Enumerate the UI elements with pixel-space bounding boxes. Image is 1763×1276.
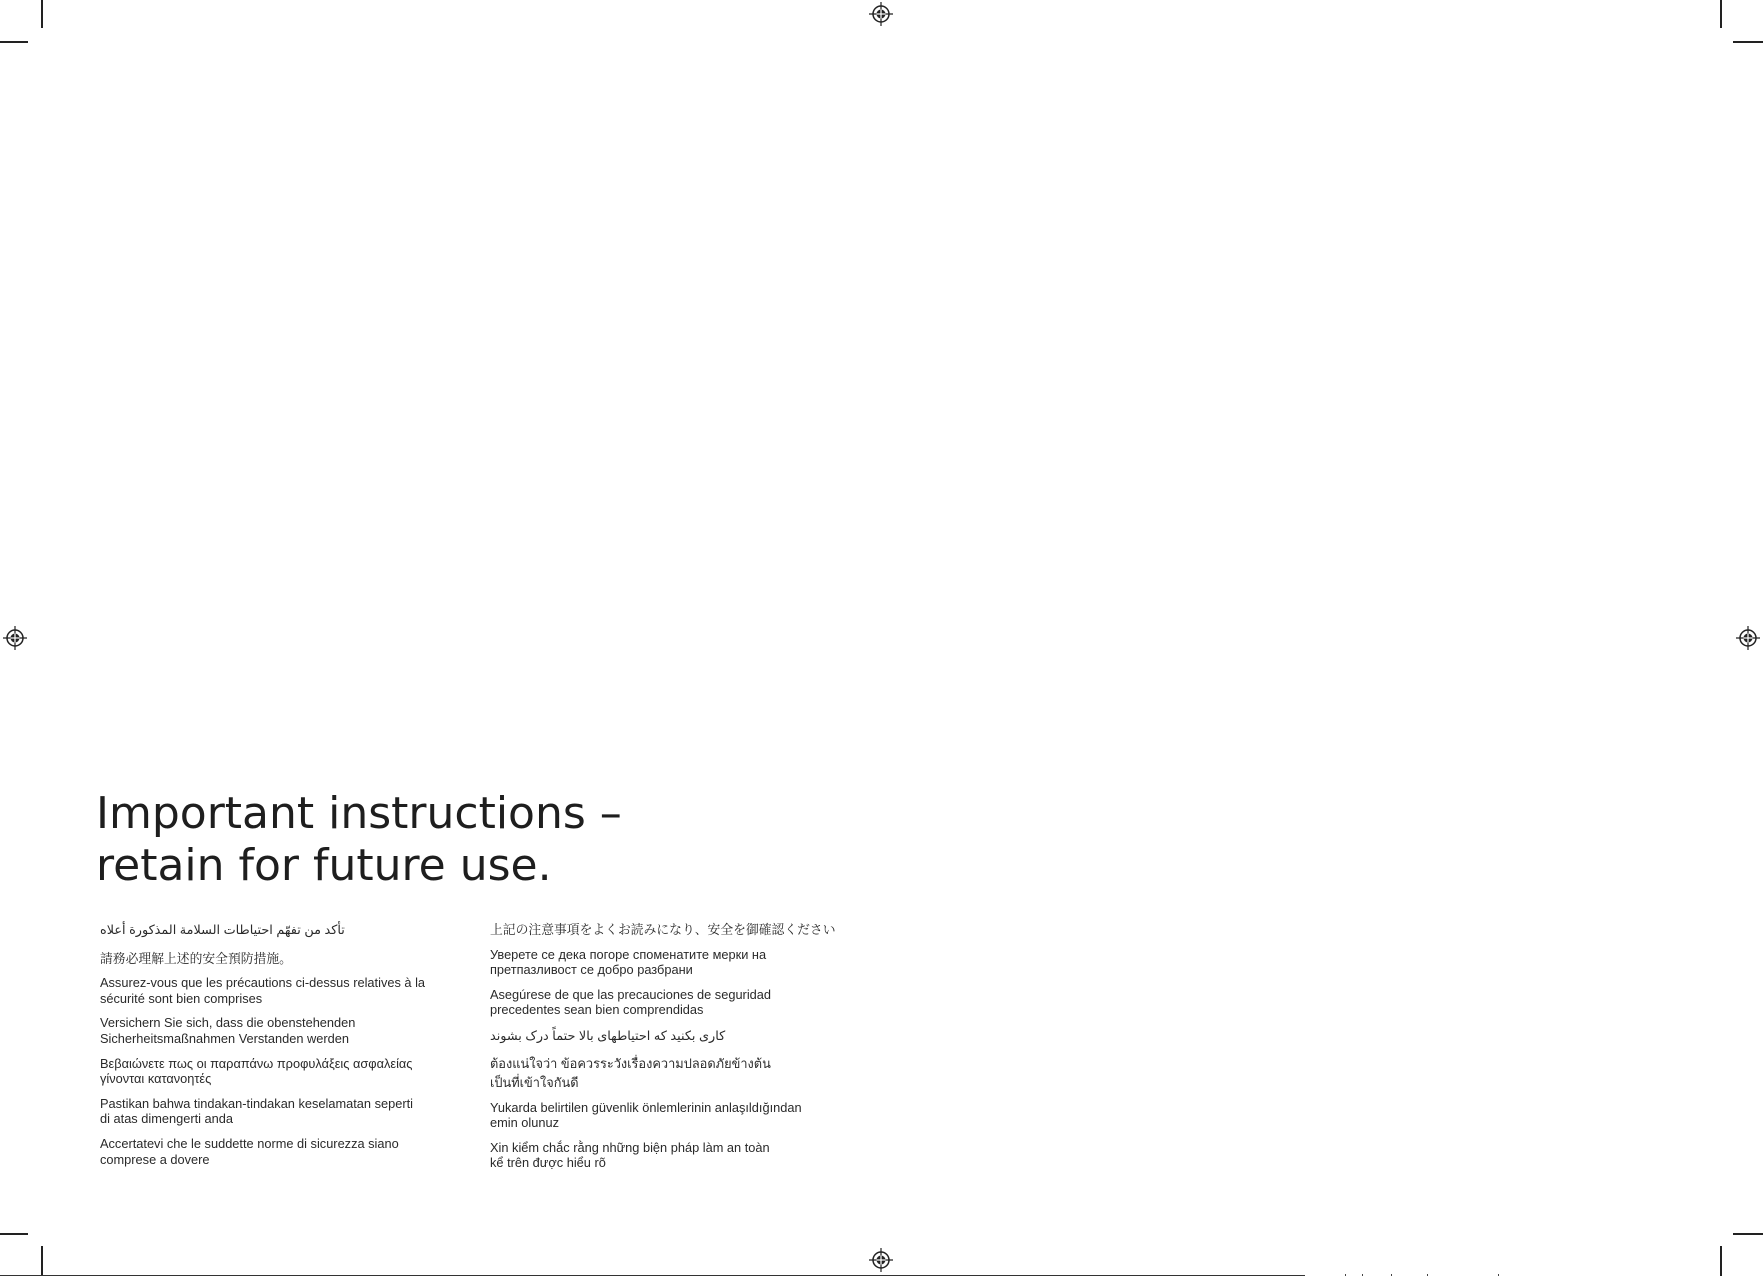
paragraph-spanish [490, 987, 860, 1018]
crop-mark [41, 1246, 43, 1276]
paragraph-greek [100, 1056, 460, 1087]
text-line: ต้องแน่ใจว่า ข้อควรระวังเรื่องความปลอดภัยข้างต้น [490, 1055, 771, 1071]
paragraph-indonesian [100, 1096, 460, 1127]
crop-mark [1733, 1233, 1763, 1235]
right-column [490, 922, 860, 1171]
crop-mark [0, 41, 28, 43]
registration-mark-icon [869, 2, 893, 26]
title-line: retain for future use. [96, 840, 552, 891]
text-line: Βεβαιώνετε πως οι παραπάνω προφυλάξεις ασφαλείας [100, 1055, 413, 1071]
paragraph-thai [490, 1054, 860, 1092]
paragraph-turkish [490, 1100, 860, 1131]
crop-mark [41, 0, 43, 28]
paragraph-french [100, 975, 460, 1006]
text-line: Sicherheitsmaßnahmen Verstanden werden [100, 1030, 349, 1046]
text-line: 請務必理解上述的安全預防措施。 [100, 950, 292, 966]
page-title [96, 788, 622, 892]
text-line: Уверете се дека погоре споменатите мерки на [490, 946, 767, 962]
text-line: emin olunuz [490, 1115, 560, 1131]
crop-mark [0, 1233, 28, 1235]
text-line: претпазливост се добро разбрани [490, 962, 693, 978]
paragraph-arabic [100, 922, 460, 938]
registration-mark-icon [869, 1248, 893, 1272]
paragraph-german [100, 1015, 460, 1046]
paragraph-macedonian [490, 947, 860, 978]
title-line: Important instructions – [96, 788, 622, 839]
registration-mark-icon [1736, 626, 1760, 650]
paragraph-persian [490, 1028, 860, 1044]
crop-mark [1720, 1246, 1722, 1276]
paragraph-italian [100, 1136, 460, 1167]
text-line: Yukarda belirtilen güvenlik önlemlerinin anlaşıldığından [490, 1099, 802, 1115]
text-line: Assurez-vous que les précautions ci-dessus relatives à la [100, 975, 426, 991]
text-line: 上記の注意事項をよくお読みになり、安全を御確認ください [490, 922, 836, 937]
left-column [100, 922, 460, 1167]
text-line: sécurité sont bien comprises [100, 990, 263, 1006]
text-line: تأكد من تفهّم احتياطات السلامة المذكورة أعلاه [100, 922, 345, 937]
text-line: เป็นที่เข้าใจกันดี [490, 1074, 579, 1090]
text-line: kể trên được hiểu rõ [490, 1155, 606, 1171]
text-line: comprese a dovere [100, 1151, 210, 1167]
registration-mark-icon [3, 626, 27, 650]
text-line: di atas dimengerti anda [100, 1111, 234, 1127]
crop-mark [1733, 41, 1763, 43]
text-line: Versichern Sie sich, dass die obenstehenden [100, 1015, 356, 1031]
text-line: Pastikan bahwa tindakan-tindakan keselamatan seperti [100, 1095, 414, 1111]
crop-mark [1720, 0, 1722, 28]
text-line: Accertatevi che le suddette norme di sicurezza siano [100, 1135, 399, 1151]
text-line: Asegúrese de que las precauciones de seguridad [490, 986, 772, 1002]
text-line: precedentes sean bien comprendidas [490, 1002, 704, 1018]
paragraph-chinese [100, 951, 460, 967]
text-line: کاری بکنید که احتیاطهای بالا حتماً درک بشوند [490, 1027, 726, 1043]
paragraph-vietnamese [490, 1140, 860, 1171]
paragraph-japanese [490, 922, 860, 938]
text-line: Xin kiểm chắc rằng những biện pháp làm an toàn [490, 1139, 770, 1155]
text-line: γίνονται κατανοητές [100, 1071, 212, 1087]
